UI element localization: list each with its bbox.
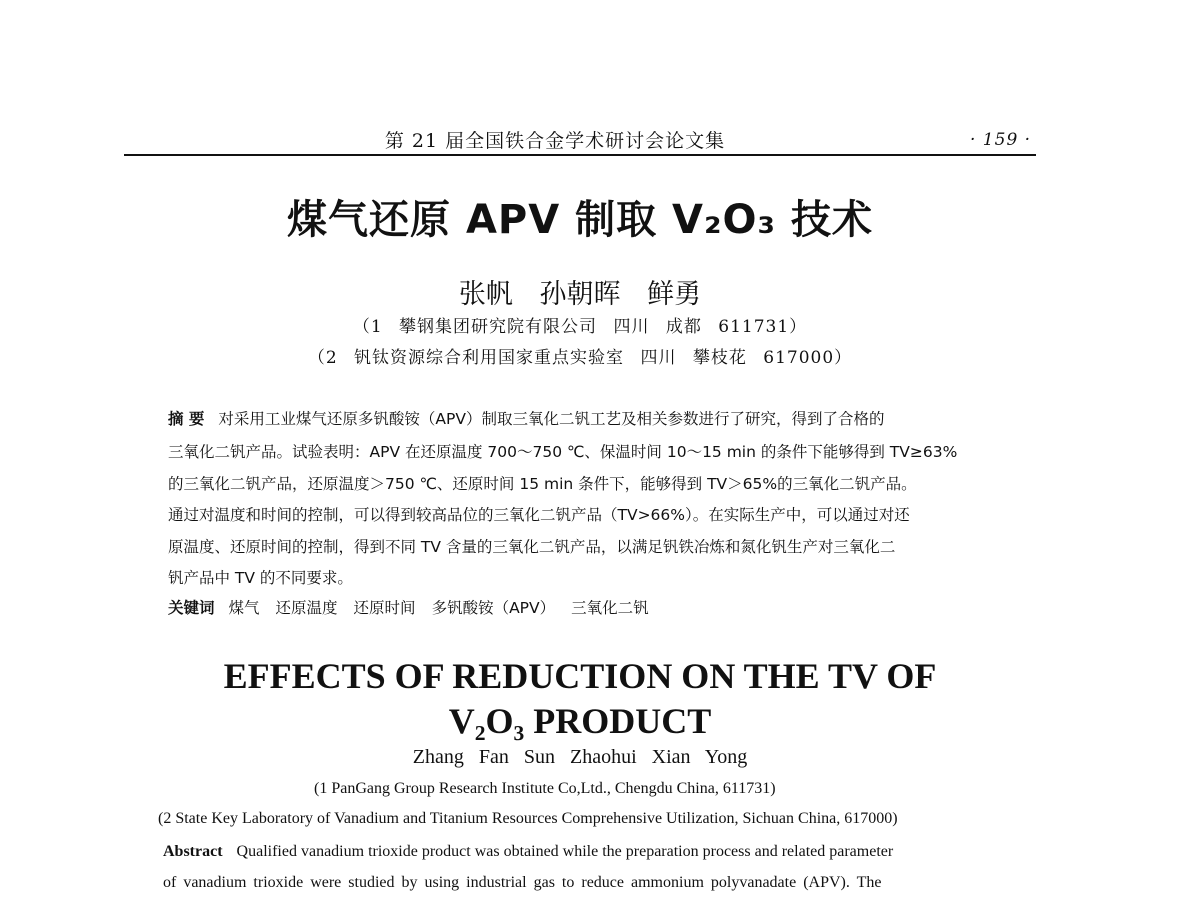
keyword: 三氧化二钒	[571, 599, 649, 617]
keyword: 还原时间	[353, 599, 416, 617]
abstract-english-line: of vanadium trioxide were studied by using industrial gas to reduce ammonium polyvanadate (APV). The	[163, 874, 882, 891]
abstract-chinese-label: 摘 要	[168, 410, 205, 428]
authors-chinese: 张帆 孙朝晖 鲜勇	[458, 279, 702, 310]
paper-title-chinese: 煤气还原 APV 制取 V₂O₃ 技术	[287, 197, 873, 243]
abstract-chinese-line: 三氧化二钒产品。试验表明：APV 在还原温度 700～750 ℃、保温时间 10～15 min 的条件下能够得到 TV≥63%	[168, 443, 958, 461]
abstract-english-label: Abstract	[163, 843, 223, 860]
abstract-chinese-line	[168, 407, 884, 429]
paper-title-english-line-2: V₂O₃ PRODUCT	[448, 701, 712, 741]
page-number: · 159 ·	[970, 130, 1032, 150]
header-rule	[124, 154, 1036, 156]
affiliation-english-2: (2 State Key Laboratory of Vanadium and Titanium Resources Comprehensive Utilization, Sichuan China, 617000)	[158, 810, 898, 827]
affiliation-chinese-1: （1 攀钢集团研究院有限公司 四川 成都 611731）	[352, 317, 808, 337]
abstract-chinese-line: 的三氧化二钒产品，还原温度＞750 ℃、还原时间 15 min 条件下，能够得到 TV＞65%的三氧化二钒产品。	[168, 475, 917, 493]
keywords-chinese	[168, 596, 665, 618]
abstract-chinese-line: 通过对温度和时间的控制，可以得到较高品位的三氧化二钒产品（TV>66%）。在实际生产中，可以通过对还	[168, 506, 910, 524]
affiliation-chinese-2: （2 钒钛资源综合利用国家重点实验室 四川 攀枝花 617000）	[307, 348, 853, 368]
keyword: 煤气	[228, 599, 260, 617]
keyword: 还原温度	[275, 599, 338, 617]
running-header-title: 第 21 届全国铁合金学术研讨会论文集	[384, 130, 726, 152]
abstract-english-line	[163, 843, 893, 861]
keyword: 多钒酸铵（APV）	[431, 599, 556, 617]
affiliation-english-1: (1 PanGang Group Research Institute Co,Ltd., Chengdu China, 611731)	[314, 780, 776, 797]
abstract-chinese-line: 钒产品中 TV 的不同要求。	[168, 569, 353, 587]
keywords-label: 关键词	[168, 599, 215, 617]
abstract-chinese-text: 对采用工业煤气还原多钒酸铵（APV）制取三氧化二钒工艺及相关参数进行了研究，得到了合格的	[218, 410, 885, 428]
abstract-chinese-line: 原温度、还原时间的控制，得到不同 TV 含量的三氧化二钒产品，以满足钒铁冶炼和氮化钒生产对三氧化二	[168, 538, 896, 556]
abstract-english-text: Qualified vanadium trioxide product was obtained while the preparation process and related parameter	[236, 843, 894, 860]
paper-title-english-line-1: EFFECTS OF REDUCTION ON THE TV OF	[223, 656, 937, 696]
authors-english: Zhang Fan Sun Zhaohui Xian Yong	[412, 746, 748, 768]
